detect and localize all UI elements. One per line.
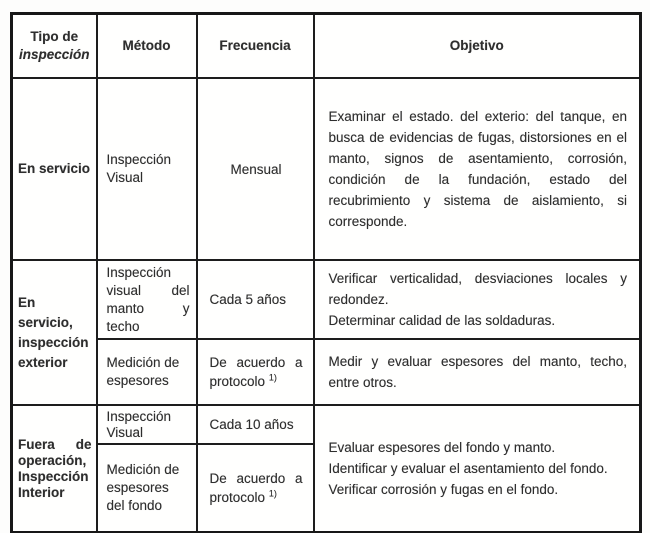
cell-exterior-espesores-metodo: Medición de espesores (97, 339, 197, 405)
cell-exterior-espesores-objetivo: Medir y evaluar espesores del manto, techo, entre otros. (314, 339, 641, 405)
inspection-table (10, 12, 642, 533)
cell-interior-tipo: Fuera de operación, Inspección Interior (12, 405, 97, 533)
cell-en-servicio-metodo: Inspección Visual (97, 78, 197, 260)
footnote-marker: 1) (268, 372, 277, 383)
row-exterior-visual (12, 260, 641, 339)
cell-en-servicio-objetivo: Examinar el estado. del exterio: del tanque, en busca de evidencias de fugas, distorsiones en el manto, signos de asentamiento, corrosión, condición de la fundación, estado del recubrimiento y sistema de aislamiento, si corresponde. (314, 78, 641, 260)
cell-exterior-visual-frecuencia: Cada 5 años (197, 260, 314, 339)
cell-interior-objetivo (314, 405, 641, 533)
header-tipo-line1: Tipo de (30, 29, 79, 44)
header-cell-frecuencia: Frecuencia (197, 14, 314, 79)
table-header-row (12, 14, 641, 79)
objetivo-line: Verificar corrosión y fugas en el fondo. (328, 482, 559, 497)
frecuencia-text: De acuerdo a protocolo (209, 355, 303, 389)
cell-exterior-tipo: En servicio, inspección exterior (12, 260, 97, 405)
cell-interior-espesores-frecuencia (197, 444, 314, 533)
cell-en-servicio-frecuencia: Mensual (197, 78, 314, 260)
row-en-servicio (12, 78, 641, 260)
cell-interior-visual-metodo: Inspección Visual (97, 405, 197, 444)
cell-interior-visual-frecuencia: Cada 10 años (197, 405, 314, 444)
cell-interior-espesores-metodo: Medición de espesores del fondo (97, 444, 197, 533)
header-tipo-line2: inspección (19, 47, 90, 62)
cell-exterior-espesores-frecuencia (197, 339, 314, 405)
cell-en-servicio-tipo: En servicio (12, 78, 97, 260)
cell-exterior-visual-objetivo (314, 260, 641, 339)
objetivo-line: Determinar calidad de las soldaduras. (328, 313, 556, 328)
objetivo-line: Verificar verticalidad, desviaciones locales y redondez. (328, 271, 627, 307)
header-cell-metodo: Método (97, 14, 197, 79)
footnote-marker: 1) (268, 488, 277, 499)
frecuencia-text: De acuerdo a protocolo (209, 471, 303, 505)
cell-exterior-visual-metodo: Inspección visual del manto y techo (97, 260, 197, 339)
objetivo-line: Identificar y evaluar el asentamiento del fondo. (328, 461, 608, 476)
row-exterior-espesores (12, 339, 641, 405)
objetivo-line: Evaluar espesores del fondo y manto. (328, 440, 556, 455)
header-cell-tipo-de-inspeccion (12, 14, 97, 79)
row-interior-visual (12, 405, 641, 444)
header-cell-objetivo: Objetivo (314, 14, 641, 79)
